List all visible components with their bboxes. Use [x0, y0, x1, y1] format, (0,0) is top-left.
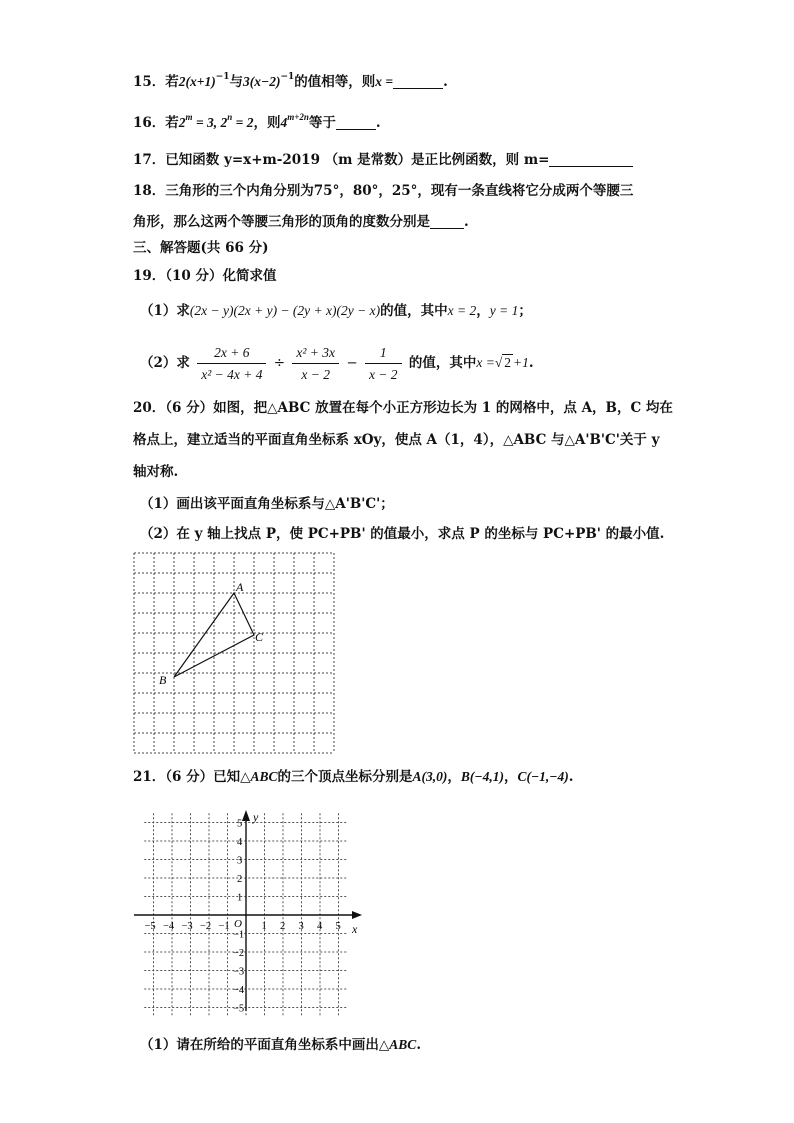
question-17	[133, 150, 694, 170]
question-20-line-3	[133, 462, 694, 482]
fraction-3-numerator: 1	[365, 344, 402, 364]
q15-exponent-2: −1	[280, 71, 295, 82]
question-number: 15．	[133, 74, 166, 90]
x-tick-label: −5	[144, 921, 156, 932]
fraction-1	[197, 344, 266, 383]
y-tick-label: 2	[237, 874, 243, 885]
q19-p1-sep: ，	[476, 303, 490, 319]
fraction-1-numerator: 2x + 6	[197, 344, 266, 364]
q20-sub-1-text: （1）画出该平面直角坐标系与△A'B'C'；	[140, 496, 394, 512]
q21-sep-2: ，	[503, 769, 518, 785]
answer-blank[interactable]	[549, 152, 633, 167]
q16-text-1: 若	[165, 115, 179, 131]
question-18-line-1	[133, 181, 694, 201]
q19-p1-condition-x: x = 2	[447, 303, 477, 318]
q19-p2-radicand: 2	[504, 355, 511, 370]
q20-grid-lines	[134, 553, 334, 753]
x-tick-label: 5	[335, 921, 341, 932]
q21-sub-1-text: （1）请在所给的平面直角坐标系中画出	[140, 1037, 379, 1053]
fraction-3-denominator: x − 2	[368, 367, 398, 382]
q16-expr-1: 2	[178, 115, 186, 130]
q21-sub-1-end: .	[416, 1037, 422, 1053]
q21-point-a: A(3,0)	[412, 769, 448, 784]
q21-text-1: 21．（6 分）已知	[133, 769, 241, 785]
q16-expr-4: 4	[280, 115, 288, 130]
question-20-line-1	[133, 398, 694, 418]
answer-blank[interactable]	[336, 115, 376, 130]
q15-text-2: 与	[229, 74, 244, 90]
q20-text-3: 轴对称.	[133, 464, 179, 480]
y-tick-label: 1	[237, 892, 243, 904]
q15-end: .	[443, 74, 448, 90]
question-21	[133, 767, 694, 787]
y-tick-label: −3	[233, 966, 245, 978]
q21-point-b: B(−4,1)	[460, 769, 504, 784]
q16-exponent-2: n	[227, 111, 233, 122]
question-number: 16．	[133, 115, 166, 131]
divide-operator: ÷	[273, 355, 286, 371]
q20-grid-figure	[132, 551, 336, 755]
x-tick-label: −4	[163, 921, 175, 932]
x-tick-label: 4	[317, 921, 323, 932]
fraction-3	[365, 344, 402, 383]
q16-text-3: 等于	[308, 115, 336, 131]
fraction-2-denominator: x − 2	[301, 367, 330, 382]
question-20-sub-2	[140, 524, 694, 544]
y-tick-label: 5	[237, 818, 243, 830]
q20-text-2: 格点上，建立适当的平面直角坐标系 xOy，使点 A（1，4），△ABC 与△A'B'C'关于 y	[133, 432, 660, 448]
q19-p2-end: .	[528, 355, 534, 371]
label-b: B	[159, 673, 167, 687]
question-19-part-2	[140, 342, 694, 384]
q21-text-2: 的三个顶点坐标分别是	[277, 769, 413, 785]
section-title-text: 三、解答题(共 66 分)	[133, 240, 269, 256]
section-title	[133, 238, 694, 258]
q15-text-1: 若	[165, 74, 179, 90]
y-tick-labels	[233, 819, 245, 1015]
q21-coordinate-plane	[130, 806, 370, 1016]
q16-expr-3: = 2	[232, 115, 254, 130]
q19-p1-expression: (2x − y)(2x + y) − (2y + x)(2y − x)	[189, 303, 381, 318]
q16-exponent-1: m	[185, 111, 193, 122]
question-20-sub-1	[140, 494, 694, 514]
q19-p1-mid: 的值，其中	[380, 303, 448, 319]
y-axis-label: y	[253, 810, 259, 824]
y-tick-label: 4	[237, 837, 243, 848]
y-tick-label: −1	[233, 929, 245, 941]
y-tick-label: −4	[233, 985, 245, 996]
q18-end: .	[464, 214, 469, 230]
q21-point-c: C(−1,−4)	[517, 769, 569, 784]
q21-end: .	[568, 769, 574, 785]
q19-p1-label: （1）求	[140, 303, 190, 319]
origin-label: O	[234, 918, 242, 930]
label-a: A	[236, 580, 244, 594]
x-tick-label: 2	[280, 921, 286, 932]
answer-blank[interactable]	[430, 214, 464, 229]
question-18-line-2	[133, 212, 694, 232]
q18-text-1: 18．三角形的三个内角分别为75°，80°，25°，现有一条直线将它分成两个等腰三	[133, 183, 634, 199]
q16-expr-2: = 3, 2	[192, 115, 228, 130]
y-axis-arrow	[242, 810, 250, 821]
q18-text-2: 角形，那么这两个等腰三角形的顶角的度数分别是	[133, 214, 430, 230]
x-axis-arrow	[352, 911, 362, 919]
q19-p2-condition: x =	[476, 355, 495, 370]
q15-text-3: 的值相等，则	[294, 74, 376, 90]
fraction-2-numerator: x² + 3x	[292, 344, 339, 364]
fraction-2	[292, 344, 339, 383]
q16-text-2: ，则	[253, 115, 281, 131]
q19-p1-condition-y: y = 1	[489, 303, 519, 318]
q17-text: 17．已知函数 y=x+m-2019 （m 是常数）是正比例函数，则 m=	[133, 152, 550, 168]
x-tick-label: 3	[298, 921, 304, 932]
question-20-line-2	[133, 430, 694, 450]
question-15	[133, 72, 694, 92]
x-axis-label: x	[352, 922, 358, 936]
y-tick-label: 3	[237, 855, 243, 867]
question-16	[133, 113, 694, 133]
question-19-title	[133, 266, 694, 286]
question-21-sub-1	[140, 1035, 694, 1055]
q16-exponent-3: m+2n	[287, 111, 309, 122]
minus-operator: −	[346, 355, 358, 371]
answer-blank[interactable]	[393, 74, 443, 89]
q20-text-1: 20．（6 分）如图，把△ABC 放置在每个小正方形边长为 1 的网格中，点 A，B，C 均在	[133, 400, 673, 416]
x-tick-label: −3	[181, 921, 193, 932]
q20-sub-2-text: （2）在 y 轴上找点 P，使 PC+PB' 的值最小，求点 P 的坐标与 PC+PB' 的最小值.	[140, 526, 665, 542]
q19-p2-mid: 的值，其中	[408, 355, 477, 371]
y-tick-label: −5	[233, 1003, 245, 1015]
label-c: C	[255, 630, 264, 644]
q21-sub-1-triangle: △ABC	[378, 1037, 417, 1052]
q15-exponent-1: −1	[215, 71, 230, 82]
q19-title-text: 19．（10 分）化简求值	[133, 268, 277, 284]
q19-p2-label: （2）求	[140, 355, 190, 371]
x-tick-label: −2	[200, 921, 212, 932]
q19-p1-end: ；	[518, 303, 532, 319]
fraction-1-denominator: x² − 4x + 4	[201, 367, 263, 382]
q16-end: .	[375, 115, 381, 131]
q21-sep-1: ，	[447, 769, 461, 785]
q19-p2-plus: +1	[513, 355, 529, 370]
q15-expr-3: x =	[375, 74, 394, 89]
y-tick-label: −2	[233, 948, 245, 959]
x-tick-label: 1	[261, 921, 267, 932]
x-tick-label: −1	[218, 921, 230, 932]
question-19-part-1	[140, 301, 694, 321]
q15-expr-2: 3(x−2)	[243, 74, 281, 89]
sqrt-symbol: √	[494, 355, 503, 370]
q21-triangle: △ABC	[240, 769, 278, 784]
q15-expr-1: 2(x+1)	[178, 74, 216, 89]
